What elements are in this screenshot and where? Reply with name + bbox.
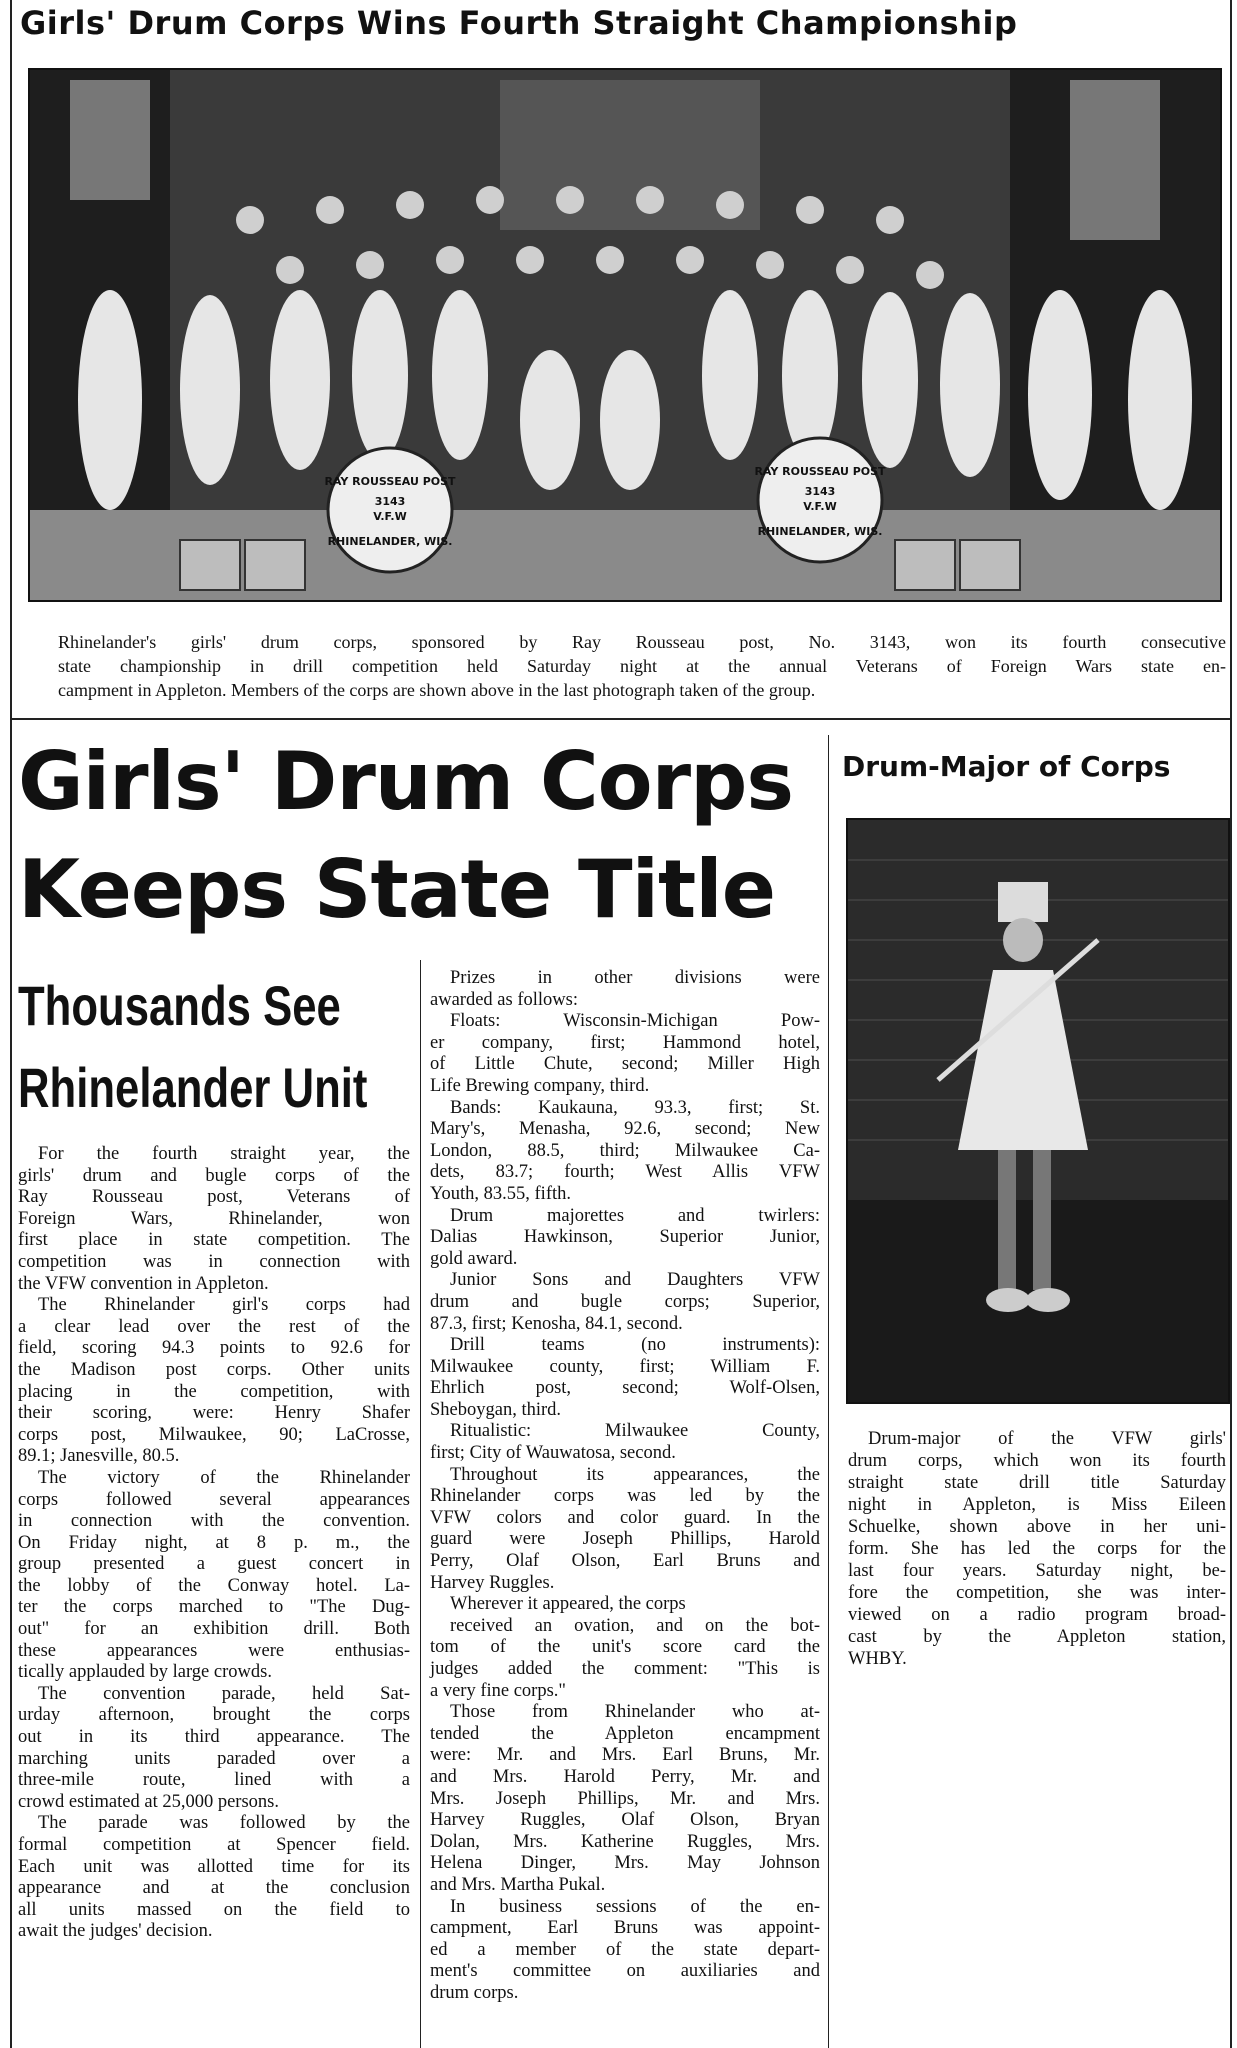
drum-major-photo — [846, 818, 1230, 1404]
sub-headline-line-1: Thousands See — [18, 974, 341, 1037]
top-caption-line: Rhinelander's girls' drum corps, sponsored by Ray Rousseau post, No. 3143, won its fourth consecutive — [58, 632, 1226, 652]
article-line: Bands: Kaukauna, 93.3, first; St. — [450, 1097, 820, 1118]
article-line: tom of the unit's score card the — [430, 1637, 820, 1658]
article-paragraph — [430, 1702, 820, 1896]
article-paragraph — [18, 1295, 410, 1468]
drum-1-label-1: RAY ROUSSEAU POST — [324, 475, 456, 488]
article-line: three-mile route, lined with a — [18, 1770, 410, 1791]
article-line: drum and bugle corps; Superior, — [430, 1291, 820, 1312]
article-line: Ehrlich post, second; Wolf-Olsen, — [430, 1378, 820, 1399]
drum-2-label-1: RAY ROUSSEAU POST — [754, 465, 886, 478]
sub-headline — [18, 965, 367, 1129]
article-line: tically applauded by large crowds. — [18, 1662, 272, 1683]
article-paragraph — [430, 1098, 820, 1206]
article-line: Perry, Olaf Olson, Earl Bruns and — [430, 1551, 820, 1572]
caption-line: form. She has led the corps for the — [848, 1539, 1226, 1559]
drum-1-label-4: RHINELANDER, WIS. — [327, 535, 453, 548]
caption-line: Drum-major of the VFW girls' — [868, 1429, 1226, 1449]
article-line: field, scoring 94.3 points to 92.6 for — [18, 1338, 410, 1359]
article-line: out" for an exhibition drill. Both — [18, 1619, 410, 1640]
article-line: appearance and at the conclusion — [18, 1878, 410, 1899]
article-line: out in its third appearance. The — [18, 1727, 410, 1748]
article-line: campment, Earl Bruns was appoint- — [430, 1918, 820, 1939]
article-line: Floats: Wisconsin-Michigan Pow- — [450, 1011, 820, 1032]
caption-line: cast by the Appleton station, — [848, 1627, 1226, 1647]
drum-1-label-2: 3143 — [374, 495, 406, 508]
left-border — [10, 0, 12, 2048]
article-line: these appearances were enthusias- — [18, 1640, 410, 1661]
article-line: For the fourth straight year, the — [38, 1144, 410, 1164]
drum-2-label-2: 3143 — [804, 485, 836, 498]
col-divider-2 — [828, 735, 829, 2048]
article-paragraph — [430, 968, 820, 1011]
article-line: Mary's, Menasha, 92.6, second; New — [430, 1119, 820, 1140]
article-line: In business sessions of the en- — [450, 1896, 820, 1917]
caption-line: fore the competition, she was inter- — [848, 1583, 1226, 1603]
article-line: Foreign Wars, Rhinelander, won — [18, 1208, 410, 1229]
article-line: gold award. — [430, 1248, 518, 1269]
article-line: corps post, Milwaukee, 90; LaCrosse, — [18, 1424, 410, 1445]
article-line: urday afternoon, brought the corps — [18, 1705, 410, 1726]
article-line: their scoring, were: Henry Shafer — [18, 1403, 410, 1424]
article-line: er company, first; Hammond hotel, — [430, 1032, 820, 1053]
article-line: The Rhinelander girl's corps had — [38, 1295, 410, 1316]
article-line: ed a member of the state depart- — [430, 1939, 820, 1960]
article-line: and Mrs. Martha Pukal. — [430, 1874, 606, 1895]
article-line: dets, 83.7; fourth; West Allis VFW — [430, 1162, 820, 1183]
article-paragraph — [430, 1594, 820, 1616]
article-column-1 — [18, 1144, 410, 1943]
article-line: Junior Sons and Daughters VFW — [450, 1270, 820, 1291]
article-line: 89.1; Janesville, 80.5. — [18, 1446, 180, 1467]
article-paragraph — [430, 1897, 820, 2005]
article-line: ment's committee on auxiliaries and — [430, 1961, 820, 1982]
article-line: the lobby of the Conway hotel. La- — [18, 1575, 410, 1596]
article-line: The parade was followed by the — [38, 1813, 410, 1834]
main-headline-line-2: Keeps State Title — [18, 843, 775, 936]
article-paragraph — [430, 1270, 820, 1335]
article-line: drum corps. — [430, 1982, 519, 2003]
drum-1-label-3: V.F.W — [373, 510, 407, 523]
article-line: The convention parade, held Sat- — [38, 1683, 410, 1704]
caption-line: last four years. Saturday night, be- — [848, 1561, 1226, 1581]
article-line: marching units paraded over a — [18, 1748, 410, 1769]
article-line: Those from Rhinelander who at- — [450, 1702, 820, 1723]
rule-under-caption — [10, 718, 1230, 720]
article-line: and Mrs. Harold Perry, Mr. and — [430, 1766, 820, 1787]
article-line: girls' drum and bugle corps of the — [18, 1165, 410, 1186]
article-paragraph — [18, 1468, 410, 1684]
article-line: received an ovation, and on the bot- — [450, 1615, 820, 1636]
sub-headline-line-2: Rhinelander Unit — [18, 1056, 368, 1119]
article-paragraph — [430, 1465, 820, 1595]
article-line: On Friday night, at 8 p. m., the — [18, 1532, 410, 1553]
article-line: Rhinelander corps was led by the — [430, 1486, 820, 1507]
article-paragraph — [430, 1421, 820, 1464]
article-line: of Little Chute, second; Miller High — [430, 1054, 820, 1075]
article-line: Dolan, Mrs. Katherine Ruggles, Mrs. — [430, 1831, 820, 1852]
article-line: Harvey Ruggles. — [430, 1572, 555, 1593]
article-line: placing in the competition, with — [18, 1381, 410, 1402]
article-line: Milwaukee county, first; William F. — [430, 1356, 820, 1377]
article-line: awarded as follows: — [430, 989, 578, 1010]
article-line: VFW colors and color guard. In the — [430, 1507, 820, 1528]
main-headline — [18, 728, 818, 944]
article-line: Ray Rousseau post, Veterans of — [18, 1187, 410, 1208]
group-photo — [28, 68, 1222, 602]
drum-2-label-3: V.F.W — [803, 500, 837, 513]
article-line: 87.3, first; Kenosha, 84.1, second. — [430, 1313, 683, 1334]
article-line: ter the corps marched to "The Dug- — [18, 1597, 410, 1618]
article-line: the VFW convention in Appleton. — [18, 1273, 269, 1294]
right-border — [1230, 0, 1232, 2048]
article-line: first; City of Wauwatosa, second. — [430, 1443, 676, 1464]
article-line: await the judges' decision. — [18, 1921, 213, 1942]
col-divider-1 — [420, 960, 421, 2048]
article-line: all units massed on the field to — [18, 1899, 410, 1920]
article-line: Prizes in other divisions were — [450, 968, 820, 988]
article-line: Dalias Hawkinson, Superior Junior, — [430, 1227, 820, 1248]
article-line: judges added the comment: "This is — [430, 1659, 820, 1679]
article-line: Youth, 83.55, fifth. — [430, 1183, 571, 1204]
drum-major-photo-image — [848, 820, 1228, 1402]
caption-line: Schuelke, shown above in her uni- — [848, 1517, 1226, 1537]
article-line: tended the Appleton encampment — [430, 1723, 820, 1744]
article-line: London, 88.5, third; Milwaukee Ca- — [430, 1140, 820, 1161]
article-line: Life Brewing company, third. — [430, 1075, 650, 1096]
caption-line: straight state drill title Saturday — [848, 1473, 1226, 1493]
article-line: Drum majorettes and twirlers: — [450, 1205, 820, 1226]
article-line: Harvey Ruggles, Olaf Olson, Bryan — [430, 1810, 820, 1831]
top-caption-line: state championship in drill competition held Saturday night at the annual Veterans of Foreign Wars state en- — [58, 656, 1226, 676]
article-line: Each unit was allotted time for its — [18, 1856, 410, 1877]
article-line: were: Mr. and Mrs. Earl Bruns, Mr. — [430, 1745, 820, 1766]
article-paragraph — [18, 1144, 410, 1295]
side-headline: Drum-Major of Corps — [842, 750, 1171, 783]
article-line: The victory of the Rhinelander — [38, 1467, 410, 1488]
article-line: Throughout its appearances, the — [450, 1464, 820, 1485]
article-line: a very fine corps." — [430, 1680, 566, 1701]
article-line: in connection with the convention. — [18, 1511, 410, 1532]
article-column-2 — [430, 968, 820, 2005]
article-paragraph — [18, 1813, 410, 1943]
drum-major-caption-text — [848, 1428, 1226, 1670]
article-line: the Madison post corps. Other units — [18, 1359, 410, 1380]
article-line: Mrs. Joseph Phillips, Mr. and Mrs. — [430, 1788, 820, 1809]
article-line: Sheboygan, third. — [430, 1399, 562, 1420]
article-line: a clear lead over the rest of the — [18, 1316, 410, 1337]
article-line: group presented a guest concert in — [18, 1554, 410, 1575]
article-paragraph — [430, 1011, 820, 1097]
drum-2-label-4: RHINELANDER, WIS. — [757, 525, 883, 538]
article-line: formal competition at Spencer field. — [18, 1835, 410, 1855]
caption-line: viewed on a radio program broad- — [848, 1605, 1226, 1625]
article-paragraph — [430, 1206, 820, 1271]
article-line: competition was in connection with — [18, 1251, 410, 1272]
drum-major-caption — [848, 1428, 1226, 1670]
caption-line: night in Appleton, is Miss Eileen — [848, 1495, 1226, 1515]
article-paragraph — [430, 1335, 820, 1421]
article-paragraph — [430, 1616, 820, 1702]
article-line: guard were Joseph Phillips, Harold — [430, 1529, 820, 1550]
main-headline-line-1: Girls' Drum Corps — [18, 735, 793, 828]
top-caption — [58, 630, 1226, 702]
article-paragraph — [18, 1684, 410, 1814]
article-line: Wherever it appeared, the corps — [450, 1594, 686, 1615]
group-photo-image — [30, 70, 1220, 600]
caption-line: WHBY. — [848, 1649, 907, 1669]
article-line: Ritualistic: Milwaukee County, — [450, 1421, 820, 1442]
article-line: Helena Dinger, Mrs. May Johnson — [430, 1853, 820, 1874]
caption-line: drum corps, which won its fourth — [848, 1451, 1226, 1471]
top-headline: Girls' Drum Corps Wins Fourth Straight Championship — [20, 4, 1018, 42]
article-line: crowd estimated at 25,000 persons. — [18, 1791, 279, 1812]
article-line: Drill teams (no instruments): — [450, 1335, 820, 1356]
article-line: corps followed several appearances — [18, 1489, 410, 1510]
article-line: first place in state competition. The — [18, 1230, 410, 1251]
top-caption-line: campment in Appleton. Members of the corps are shown above in the last photograph taken of the group. — [58, 680, 816, 700]
